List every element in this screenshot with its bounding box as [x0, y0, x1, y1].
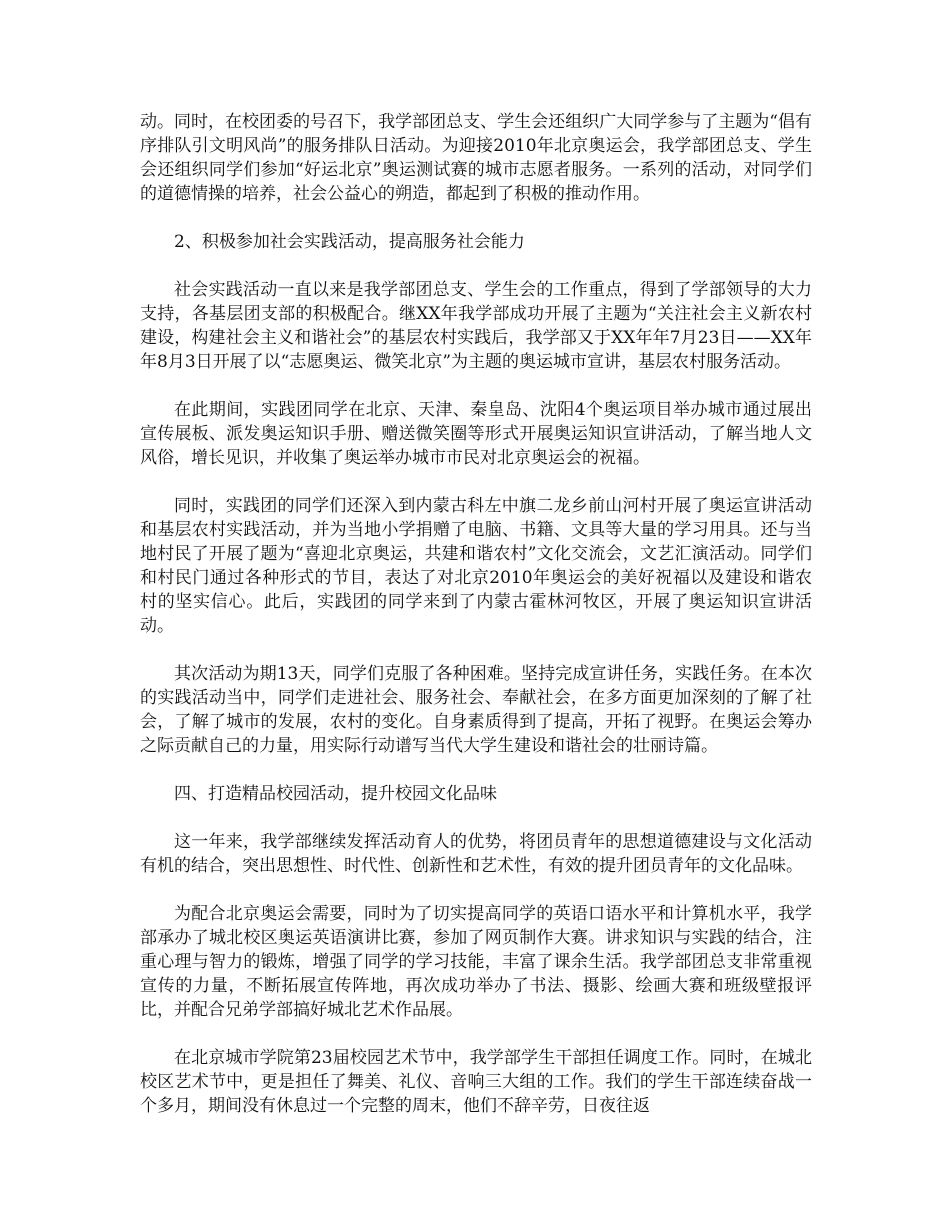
paragraph-continuation: 动。同时，在校团委的号召下，我学部团总支、学生会还组织广大同学参与了主题为“倡有序排队引文明风尚”的服务排队日活动。为迎接2010年北京奥运会，我学部团总支、学生会还组织同学们参加“好运北京”奥运测试赛的城市志愿者服务。一系列的活动，对同学们的道德情操的培养，社会公益心的朔造，都起到了积极的推动作用。: [140, 112, 812, 204]
paragraph: 在此期间，实践团同学在北京、天津、秦皇岛、沈阳4个奥运项目举办城市通过展出宣传展板、派发奥运知识手册、赠送微笑圈等形式开展奥运知识宣讲活动，了解当地人文风俗，增长见识，并收集了奥运举办城市市民对北京奥运会的祝福。: [140, 400, 812, 468]
paragraph: 社会实践活动一直以来是我学部团总支、学生会的工作重点，得到了学部领导的大力支持，各基层团支部的积极配合。继XX年我学部成功开展了主题为“关注社会主义新农村建设，构建社会主义和谐社会”的基层农村实践后，我学部又于XX年年7月23日——XX年年8月3日开展了以“志愿奥运、微笑北京”为主题的奥运城市宣讲，基层农村服务活动。: [140, 280, 812, 372]
paragraph: 其次活动为期13天，同学们克服了各种困难。坚持完成宣讲任务，实践任务。在本次的实践活动当中，同学们走进社会、服务社会、奉献社会，在多方面更加深刻的了解了社会，了解了城市的发展，农村的变化。自身素质得到了提高，开拓了视野。在奥运会筹办之际贡献自己的力量，用实际行动谱写当代大学生建设和谐社会的壮丽诗篇。: [140, 664, 812, 756]
paragraph: 同时，实践团的同学们还深入到内蒙古科左中旗二龙乡前山河村开展了奥运宣讲活动和基层农村实践活动，并为当地小学捐赠了电脑、书籍、文具等大量的学习用具。还与当地村民了开展了题为“喜迎北京奥运，共建和谐农村”文化交流会，文艺汇演活动。同学们和村民门通过各种形式的节目，表达了对北京2010年奥运会的美好祝福以及建设和谐农村的坚实信心。此后，实践团的同学来到了内蒙古霍林河牧区，开展了奥运知识宣讲活动。: [140, 496, 812, 636]
paragraph: 这一年来，我学部继续发挥活动育人的优势，将团员青年的思想道德建设与文化活动有机的结合，突出思想性、时代性、创新性和艺术性，有效的提升团员青年的文化品味。: [140, 832, 812, 876]
paragraph: 为配合北京奥运会需要，同时为了切实提高同学的英语口语水平和计算机水平，我学部承办了城北校区奥运英语演讲比赛，参加了网页制作大赛。讲求知识与实践的结合，注重心理与智力的锻炼，增强了同学的学习技能，丰富了课余生活。我学部团总支非常重视宣传的力量，不断拓展宣传阵地，再次成功举办了书法、摄影、绘画大赛和班级壁报评比，并配合兄弟学部搞好城北艺术作品展。: [140, 904, 812, 1020]
document-page: [140, 110, 812, 1142]
section-heading-campus-activities: 四、打造精品校园活动，提升校园文化品味: [174, 784, 497, 804]
section-heading-social-practice: 2、积极参加社会实践活动，提高服务社会能力: [174, 232, 525, 252]
paragraph: 在北京城市学院第23届校园艺术节中，我学部学生干部担任调度工作。同时，在城北校区艺术节中，更是担任了舞美、礼仪、音响三大组的工作。我们的学生干部连续奋战一个多月，期间没有休息过一个完整的周末，他们不辞辛劳，日夜往返: [140, 1048, 812, 1116]
